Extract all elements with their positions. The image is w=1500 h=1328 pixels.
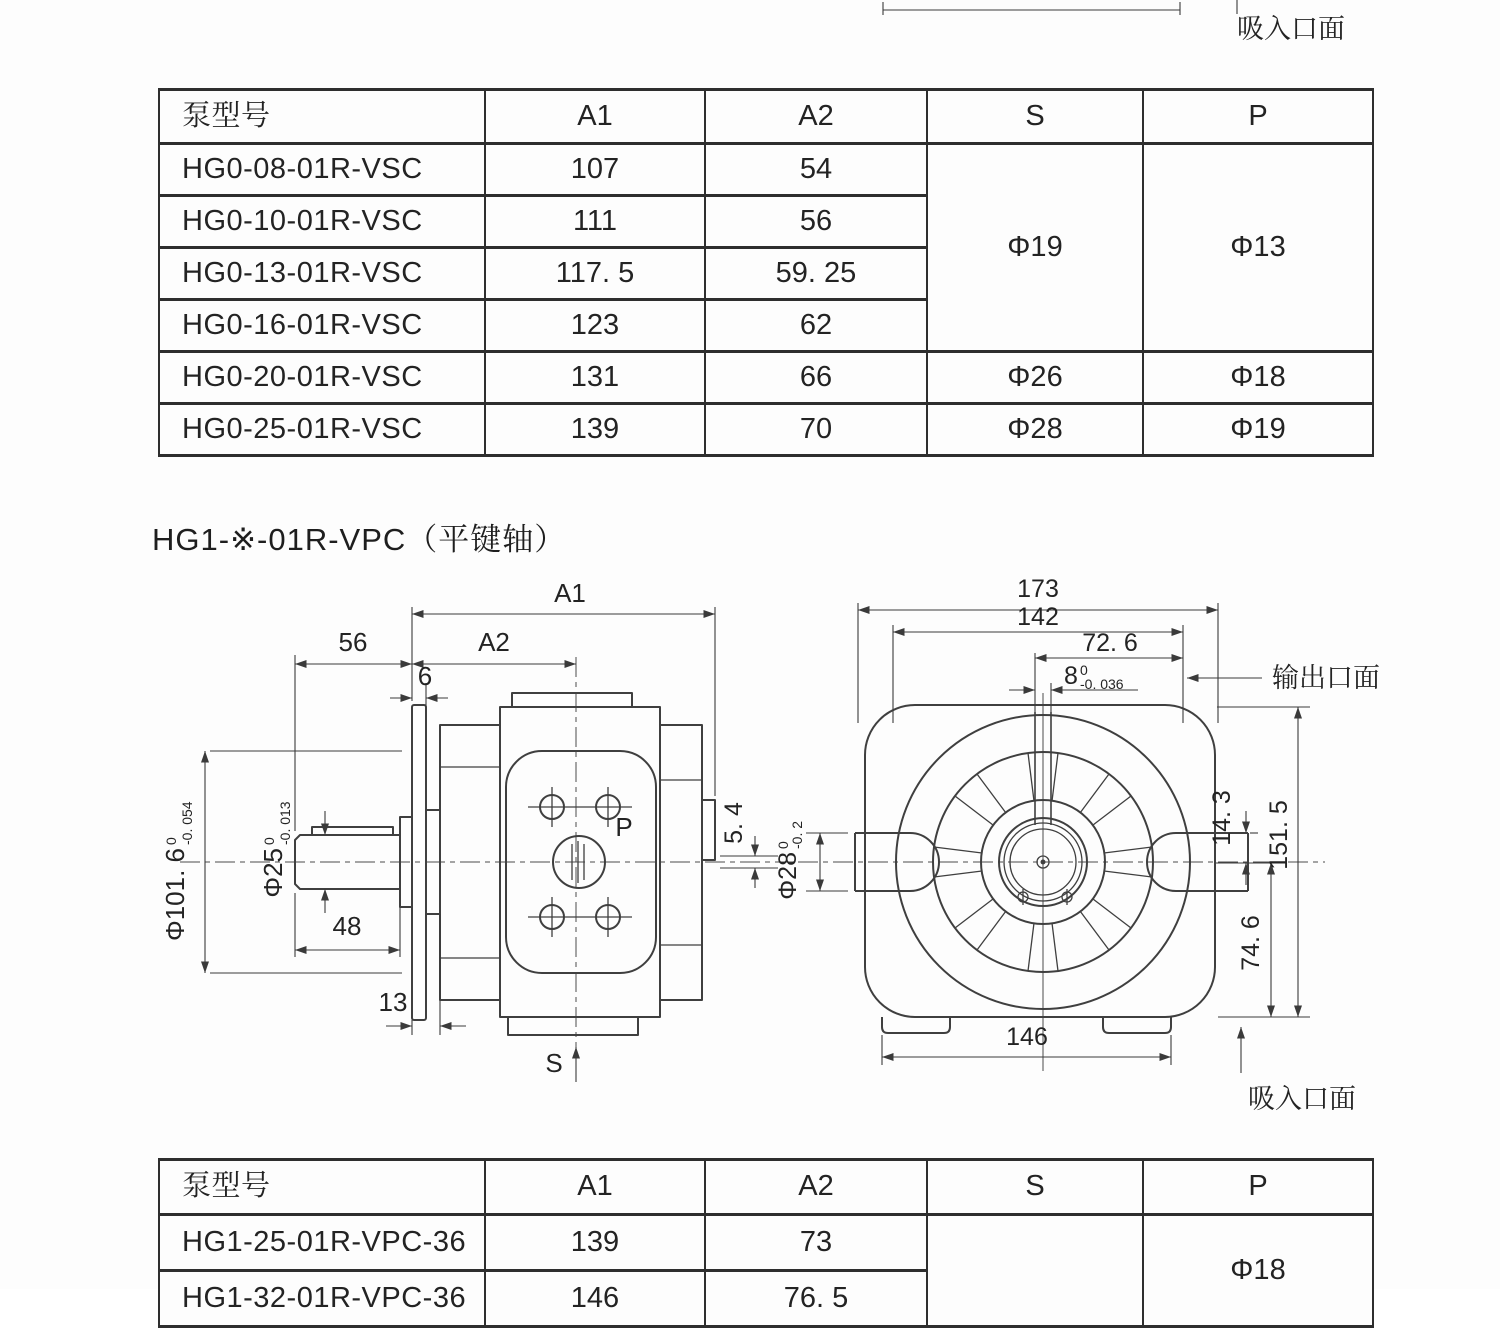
col-header-a2: A2 (705, 90, 927, 144)
s-merged-cell: Φ19 (927, 144, 1143, 352)
dim-a1-label: A1 (554, 578, 586, 608)
col-header-a1: A1 (485, 1160, 705, 1215)
table-row (159, 1215, 1373, 1271)
model-cell: HG1-25-01R-VPC-36 (159, 1215, 485, 1271)
dim-5-4-label (720, 802, 748, 844)
a2-cell: 66 (705, 352, 927, 404)
model-cell: HG0-25-01R-VSC (159, 404, 485, 456)
hg1-spec-table (158, 1158, 1374, 1328)
svg-text:5. 4: 5. 4 (720, 802, 748, 844)
a1-cell: 111 (485, 196, 705, 248)
svg-text:0: 0 (261, 837, 277, 845)
table-header-row (159, 1160, 1373, 1215)
svg-text:0: 0 (775, 841, 791, 849)
dim-142-label: 142 (1017, 603, 1059, 631)
table-row (159, 144, 1373, 196)
dim-74-6-label (1237, 915, 1265, 971)
col-header-model: 泵型号 (159, 90, 485, 144)
p-merged-cell: Φ13 (1143, 144, 1373, 352)
p-cell: Φ19 (1143, 404, 1373, 456)
pump-side-view-drawing (150, 555, 830, 1130)
a2-cell: 73 (705, 1215, 927, 1271)
suction-face-label-top: 吸入口面 (1237, 14, 1345, 44)
col-header-a2: A2 (705, 1160, 927, 1215)
model-cell: HG1-32-01R-VPC-36 (159, 1271, 485, 1327)
svg-text:-0. 036: -0. 036 (1080, 676, 1124, 692)
hg0-spec-table (158, 88, 1374, 457)
a2-cell: 56 (705, 196, 927, 248)
s-port-label: S (545, 1048, 563, 1078)
col-header-s: S (927, 1160, 1143, 1215)
a2-cell: 76. 5 (705, 1271, 927, 1327)
p-cell: Φ18 (1143, 352, 1373, 404)
a2-cell: 70 (705, 404, 927, 456)
model-cell: HG0-08-01R-VSC (159, 144, 485, 196)
col-header-p: P (1143, 1160, 1373, 1215)
model-cell: HG0-20-01R-VSC (159, 352, 485, 404)
dim-8-label (1064, 662, 1124, 692)
svg-text:8: 8 (1064, 662, 1078, 690)
suction-face-label: 吸入口面 (1248, 1084, 1356, 1114)
model-cell: HG0-10-01R-VSC (159, 196, 485, 248)
s-merged-cell (927, 1215, 1143, 1327)
s-cell: Φ26 (927, 352, 1143, 404)
dim-13-label: 13 (378, 987, 408, 1017)
svg-text:-0. 054: -0. 054 (179, 801, 195, 845)
dim-146-label: 146 (1006, 1023, 1048, 1051)
svg-text:Φ101. 6: Φ101. 6 (160, 848, 190, 942)
a1-cell: 107 (485, 144, 705, 196)
dim-72-6-label: 72. 6 (1082, 629, 1138, 657)
svg-text:14. 3: 14. 3 (1208, 790, 1236, 846)
top-figure-fragment (0, 0, 1500, 50)
svg-text:74. 6: 74. 6 (1237, 915, 1265, 971)
svg-text:-0. 2: -0. 2 (789, 820, 805, 849)
dim-phi25-label (258, 801, 293, 897)
svg-text:151. 5: 151. 5 (1265, 800, 1293, 870)
a1-cell: 131 (485, 352, 705, 404)
section-title: HG1-※-01R-VPC（平键轴） (152, 522, 567, 557)
svg-text:0: 0 (1080, 662, 1088, 678)
a1-cell: 139 (485, 404, 705, 456)
model-cell: HG0-16-01R-VSC (159, 300, 485, 352)
col-header-a1: A1 (485, 90, 705, 144)
table-row (159, 352, 1373, 404)
dim-a2-label: A2 (478, 627, 510, 657)
dim-48-label: 48 (332, 911, 362, 941)
p-merged-cell: Φ18 (1143, 1215, 1373, 1327)
dim-14-3-label (1208, 790, 1236, 846)
p-port-label: P (615, 812, 633, 842)
pump-front-view-drawing (774, 555, 1400, 1155)
svg-text:Φ25: Φ25 (258, 848, 288, 898)
col-header-s: S (927, 90, 1143, 144)
a1-cell: 146 (485, 1271, 705, 1327)
a2-cell: 54 (705, 144, 927, 196)
col-header-model: 泵型号 (159, 1160, 485, 1215)
s-cell: Φ28 (927, 404, 1143, 456)
a2-cell: 59. 25 (705, 248, 927, 300)
col-header-p: P (1143, 90, 1373, 144)
a2-cell: 62 (705, 300, 927, 352)
table-row (159, 404, 1373, 456)
a1-cell: 139 (485, 1215, 705, 1271)
svg-text:-0. 013: -0. 013 (277, 801, 293, 845)
model-cell: HG0-13-01R-VSC (159, 248, 485, 300)
svg-text:Φ28: Φ28 (774, 852, 802, 900)
dim-173-label: 173 (1017, 575, 1059, 603)
outlet-face-label: 输出口面 (1272, 663, 1380, 693)
a1-cell: 123 (485, 300, 705, 352)
svg-text:0: 0 (163, 837, 179, 845)
dim-phi101-label (160, 801, 195, 941)
a1-cell: 117. 5 (485, 248, 705, 300)
dim-6-label: 6 (417, 661, 433, 691)
dim-151-5-label (1265, 800, 1293, 870)
dim-56-label: 56 (338, 627, 368, 657)
table-header-row (159, 90, 1373, 144)
